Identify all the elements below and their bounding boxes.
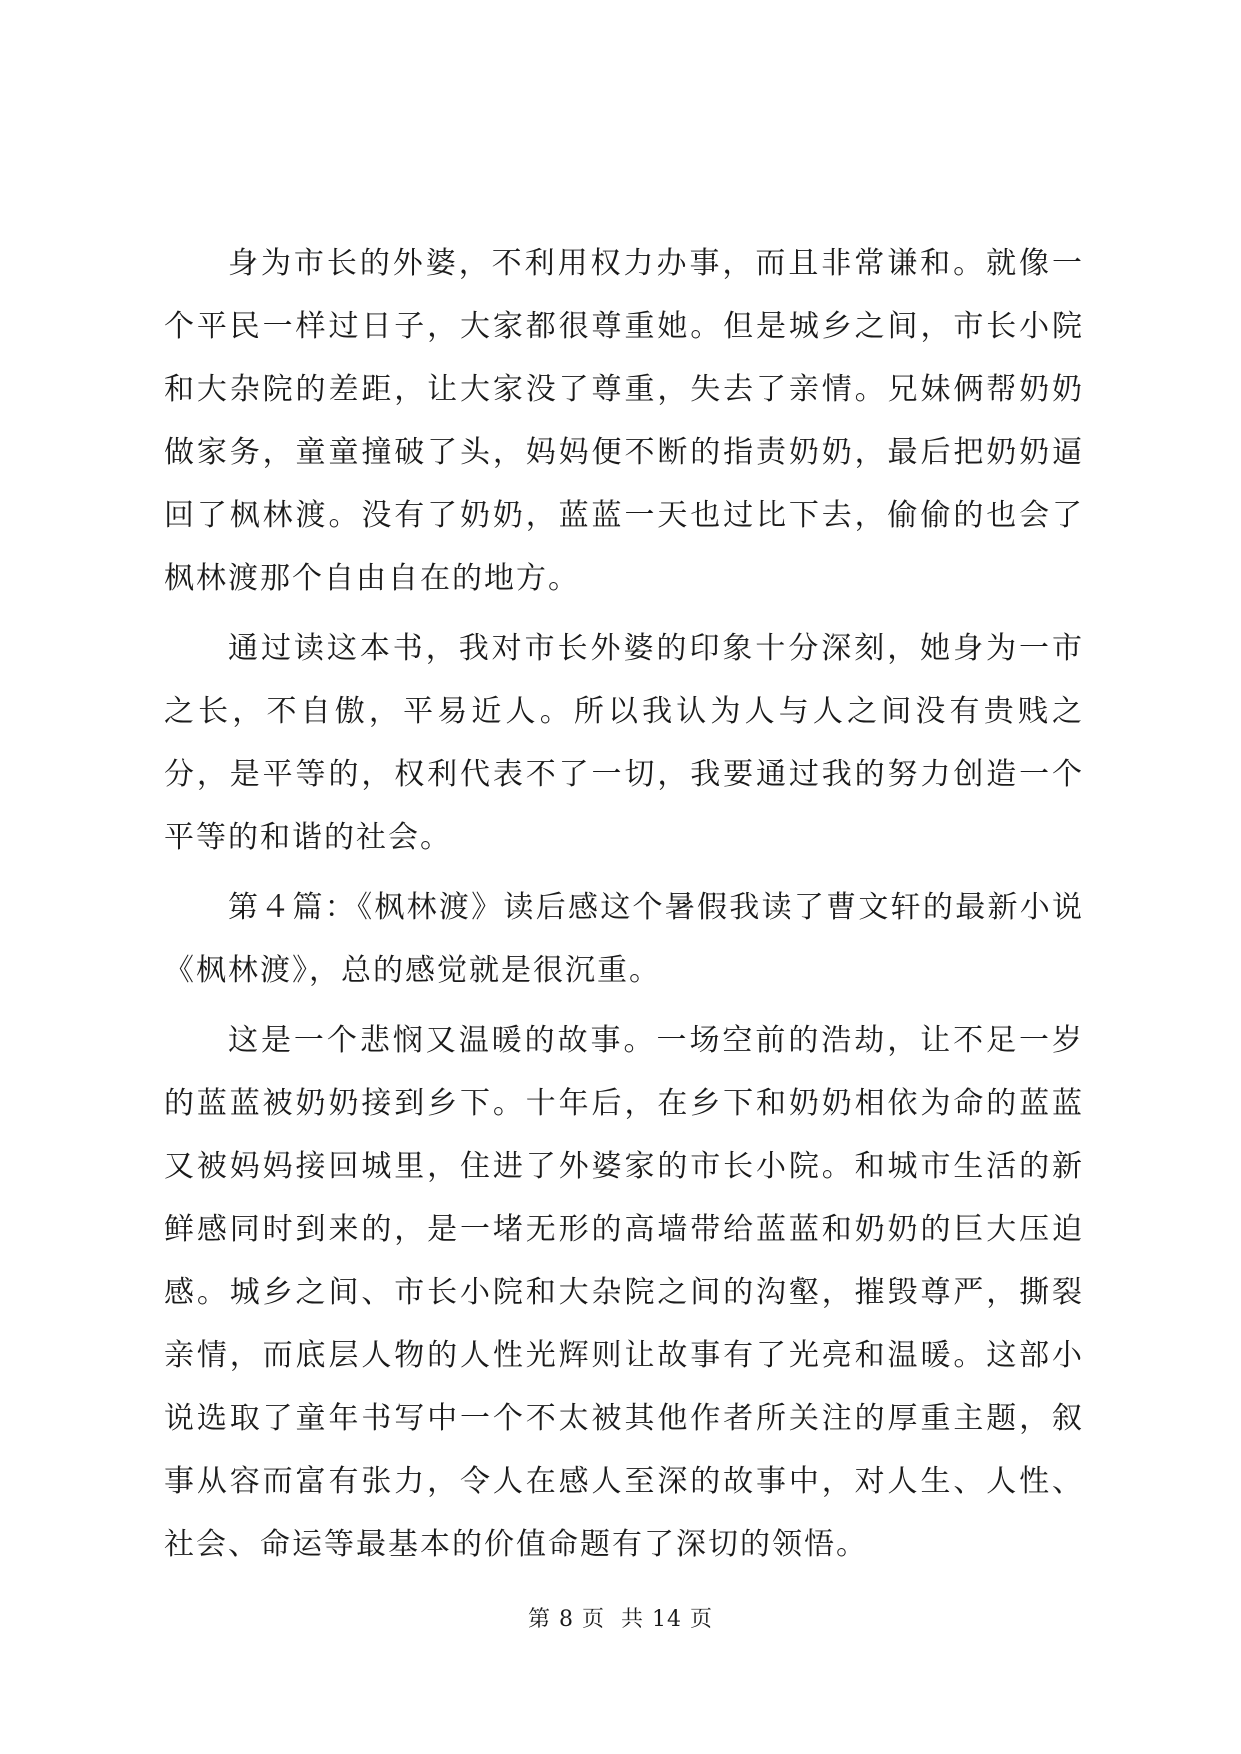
paragraph-1: 身为市长的外婆，不利用权力办事，而且非常谦和。就像一个平民一样过日子，大家都很尊重她。但是城乡之间，市长小院和大杂院的差距，让大家没了尊重，失去了亲情。兄妹俩帮奶奶做家务，童童撞破了头，妈妈便不断的指责奶奶，最后把奶奶逼回了枫林渡。没有了奶奶，蓝蓝一天也过比下去，偷偷的也会了枫林渡那个自由自在的地方。 bbox=[164, 246, 1084, 596]
page-footer bbox=[0, 1605, 1241, 1635]
document-body bbox=[164, 232, 1084, 1583]
paragraph-2: 通过读这本书，我对市长外婆的印象十分深刻，她身为一市之长，不自傲，平易近人。所以我认为人与人之间没有贵贱之分，是平等的，权利代表不了一切，我要通过我的努力创造一个平等的和谐的社会。 bbox=[164, 631, 1084, 855]
page-number: 第 8 页 bbox=[528, 1607, 605, 1632]
page-total: 共 14 页 bbox=[621, 1607, 713, 1632]
paragraph-4: 这是一个悲悯又温暖的故事。一场空前的浩劫，让不足一岁的蓝蓝被奶奶接到乡下。十年后，在乡下和奶奶相依为命的蓝蓝又被妈妈接回城里，住进了外婆家的市长小院。和城市生活的新鲜感同时到来的，是一堵无形的高墙带给蓝蓝和奶奶的巨大压迫感。城乡之间、市长小院和大杂院之间的沟壑，摧毁尊严，撕裂亲情，而底层人物的人性光辉则让故事有了光亮和温暖。这部小说选取了童年书写中一个不太被其他作者所关注的厚重主题，叙事从容而富有张力，令人在感人至深的故事中，对人生、人性、社会、命运等最基本的价值命题有了深切的领悟。 bbox=[164, 1023, 1084, 1562]
paragraph-3: 第４篇：《枫林渡》读后感这个暑假我读了曹文轩的最新小说《枫林渡》，总的感觉就是很沉重。 bbox=[164, 890, 1084, 988]
